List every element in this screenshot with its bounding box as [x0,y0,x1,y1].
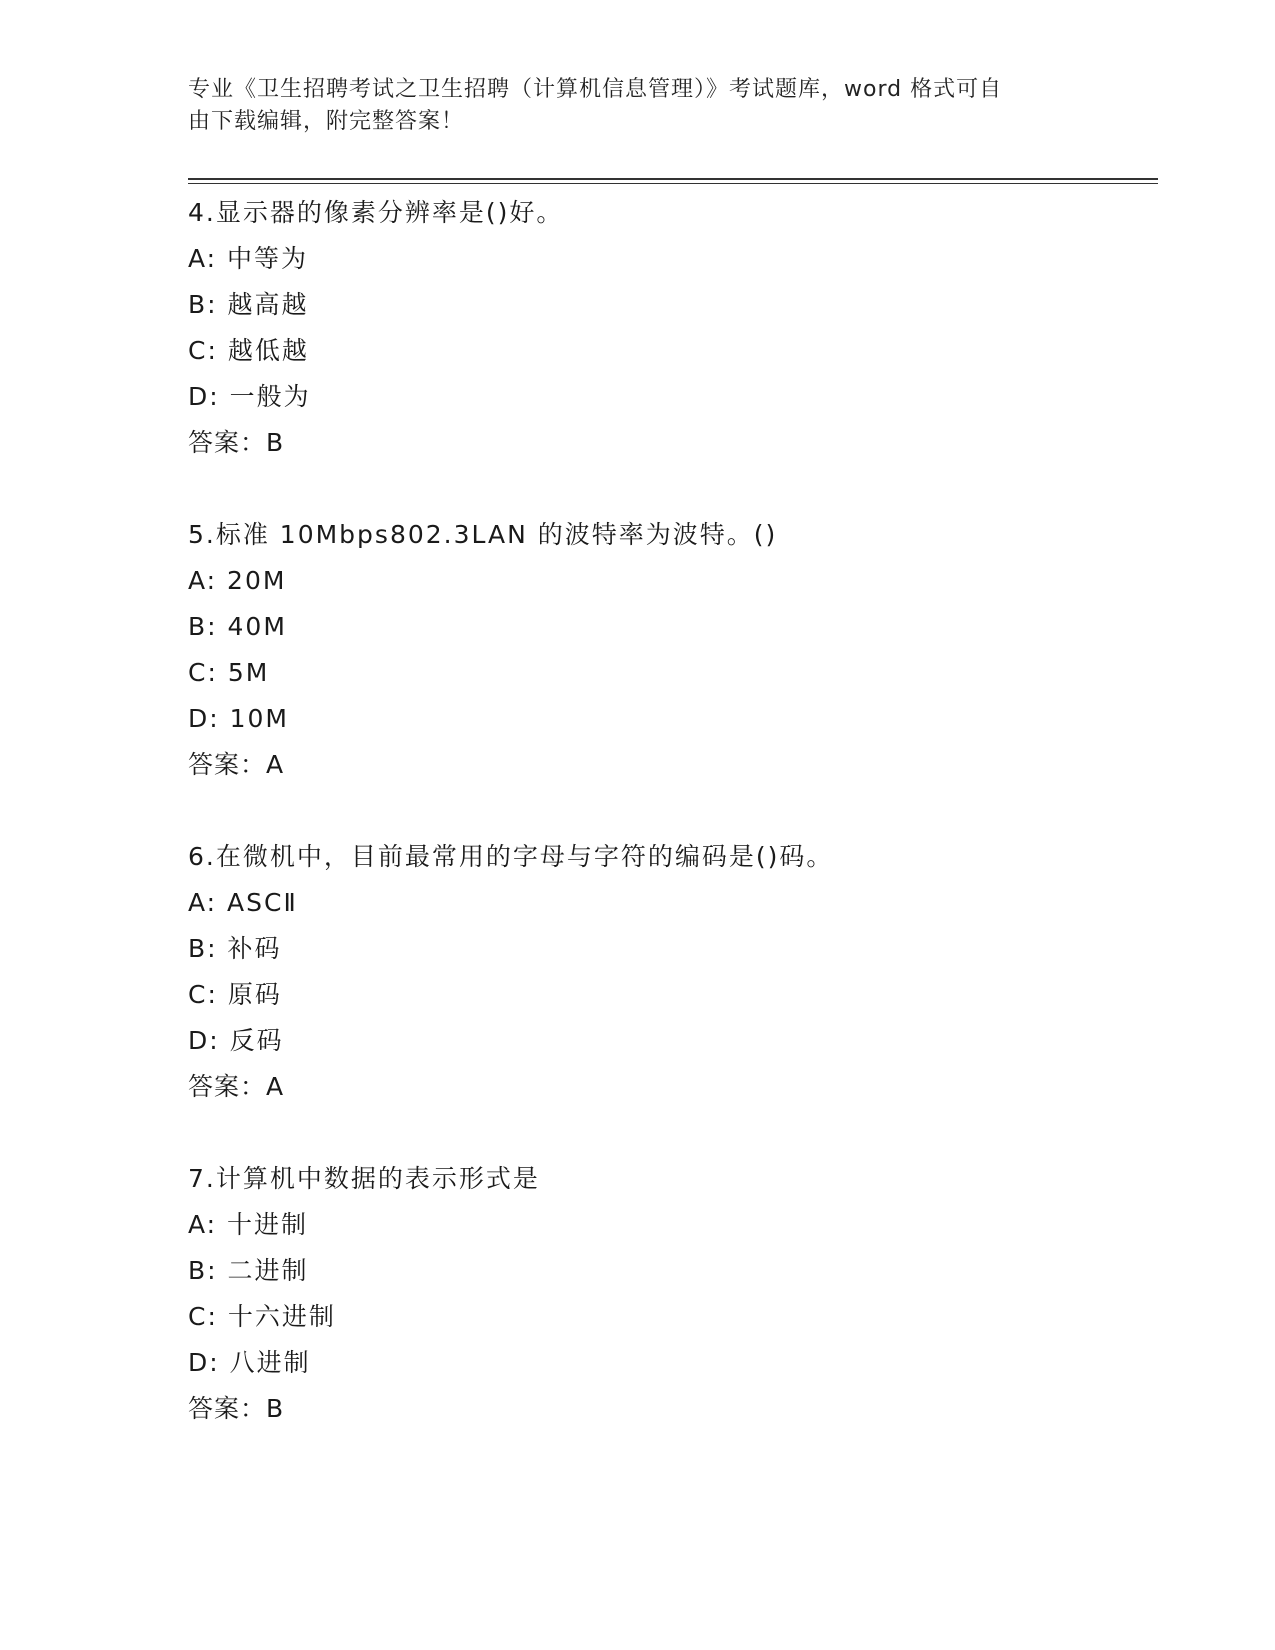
option-a: A: ASCⅡ [188,888,298,917]
option-a: A: 中等为 [188,244,309,273]
question-list [188,190,1158,1478]
question-stem: 6.在微机中，目前最常用的字母与字符的编码是()码。 [188,842,834,871]
question-7 [188,1156,1158,1432]
option-b: B: 补码 [188,934,282,963]
option-c: C: 十六进制 [188,1302,336,1331]
header-divider-thick [188,178,1158,180]
option-b: B: 越高越 [188,290,309,319]
answer: 答案：B [188,428,285,457]
question-stem: 5.标准 10Mbps802.3LAN 的波特率为波特。() [188,520,778,549]
question-stem: 7.计算机中数据的表示形式是 [188,1164,540,1193]
option-a: A: 20M [188,566,287,595]
header-divider-thin [188,183,1158,184]
question-6 [188,834,1158,1110]
option-d: D: 反码 [188,1026,284,1055]
header-line-2: 由下载编辑，附完整答案！ [188,109,465,134]
question-4 [188,190,1158,466]
option-c: C: 原码 [188,980,282,1009]
question-5 [188,512,1158,788]
option-a: A: 十进制 [188,1210,309,1239]
option-d: D: 10M [188,704,290,733]
option-c: C: 越低越 [188,336,309,365]
option-c: C: 5M [188,658,270,687]
header-line-1: 专业《卫生招聘考试之卫生招聘（计算机信息管理）》考试题库，word 格式可自 [188,77,1003,102]
answer: 答案：A [188,750,285,779]
option-b: B: 40M [188,612,287,641]
option-d: D: 一般为 [188,382,311,411]
document-header [188,74,1068,138]
question-stem: 4.显示器的像素分辨率是()好。 [188,198,564,227]
answer: 答案：A [188,1072,285,1101]
option-d: D: 八进制 [188,1348,311,1377]
option-b: B: 二进制 [188,1256,309,1285]
answer: 答案：B [188,1394,285,1423]
